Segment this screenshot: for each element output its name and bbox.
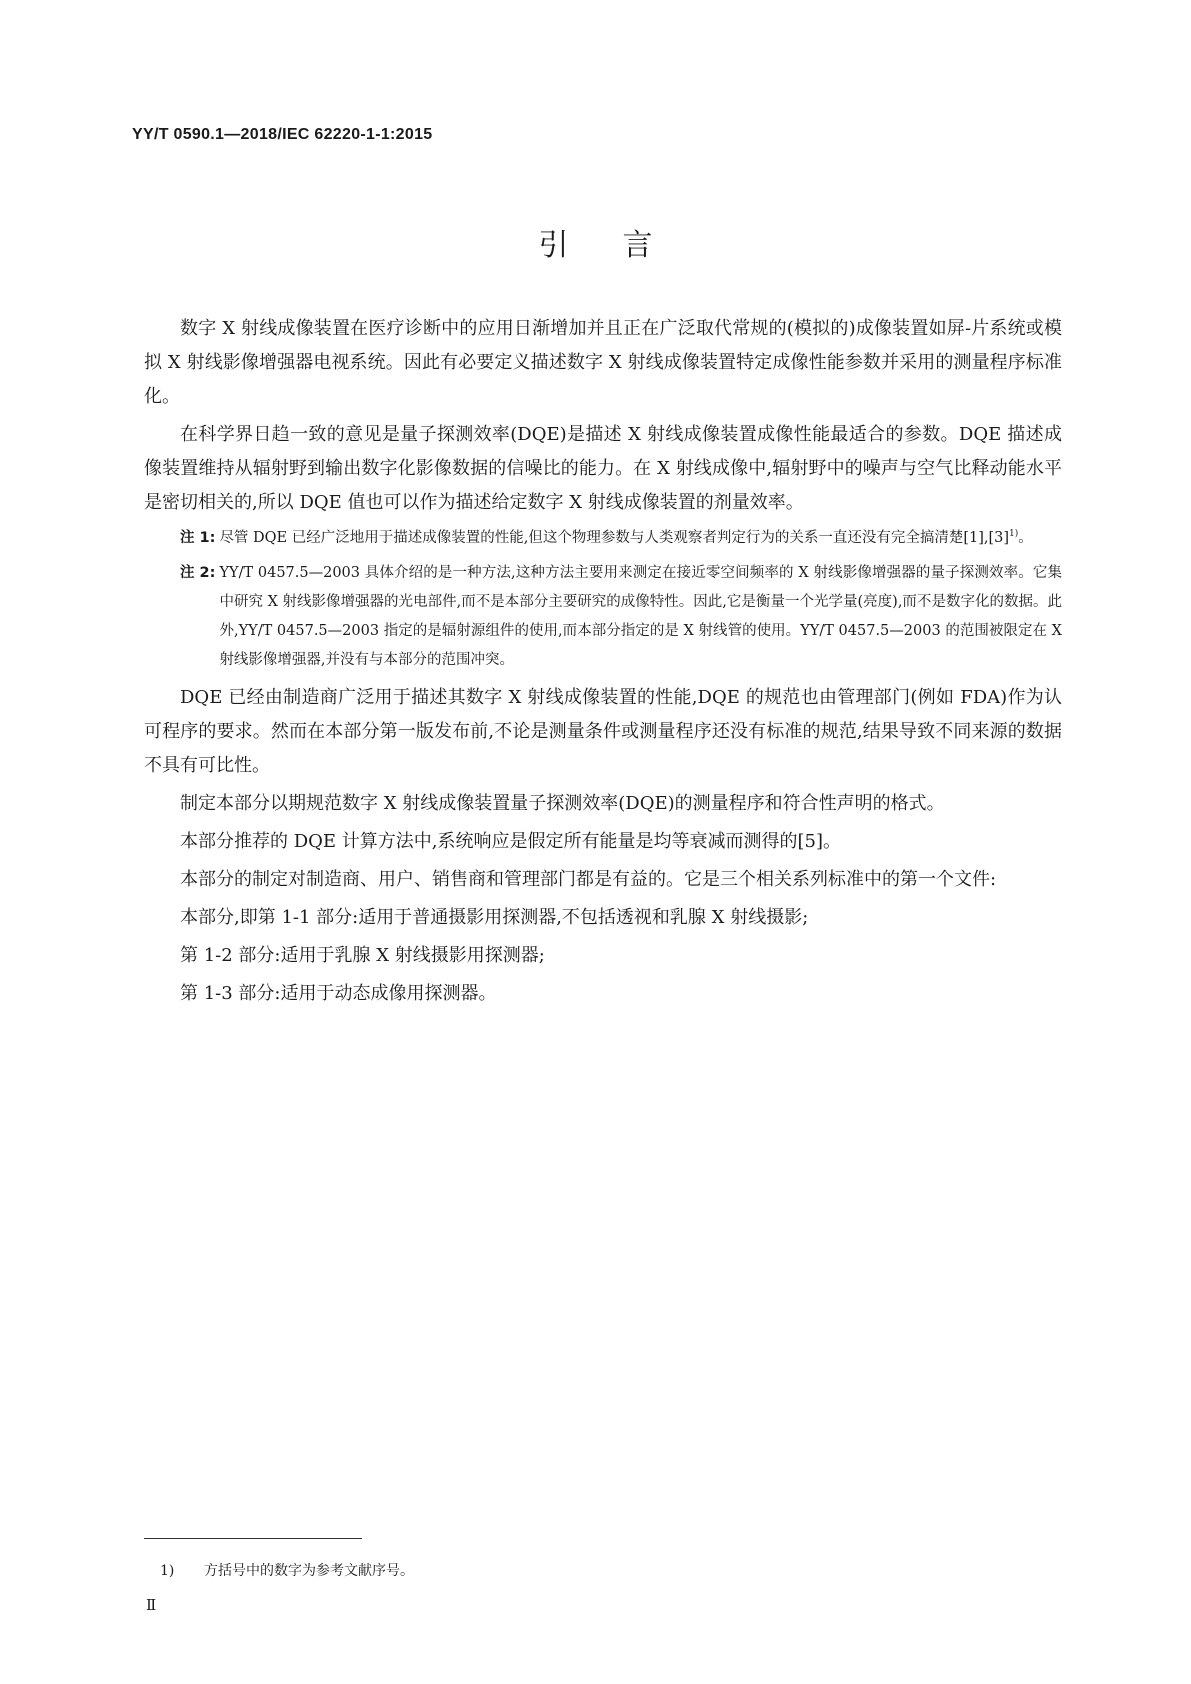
paragraph: 数字 X 射线成像装置在医疗诊断中的应用日渐增加并且正在广泛取代常规的(模拟的)成像装置如屏-片系统或模拟 X 射线影像增强器电视系统。因此有必要定义描述数字 X 射线成像装置特定成像性能参数并采用的测量程序标准化。 (144, 318, 1062, 407)
footnote-divider (144, 1538, 362, 1539)
note-text (219, 524, 1062, 553)
note-text: YY/T 0457.5—2003 具体介绍的是一种方法,这种方法主要用来测定在接近零空间频率的 X 射线影像增强器的量子探测效率。它集中研究 X 射线影像增强器的光电部件,而不是本部分主要研究的成像特性。因此,它是衡量一个光学量(亮度),而不是数字化的数据。此外,YY/T 0457.5—2003 指定的是辐射源组件的使用,而本部分指定的是 X 射线管的使用。YY/T 0457.5—2003 的范围被限定在 X 射线影像增强器,并没有与本部分的范围冲突。 (219, 565, 1062, 668)
note-2 (180, 559, 1062, 675)
note-label: 注 1: (180, 530, 216, 546)
footnote (160, 1560, 414, 1580)
note-1-end: 。 (1018, 530, 1033, 546)
note-label: 注 2: (180, 565, 216, 581)
paragraph: 制定本部分以期规范数字 X 射线成像装置量子探测效率(DQE)的测量程序和符合性声明的格式。 (180, 793, 945, 814)
note-1-body: 尽管 DQE 已经广泛地用于描述成像装置的性能,但这个物理参数与人类观察者判定行为的关系一直还没有完全搞清楚[1],[3] (219, 530, 1010, 546)
section-title: 引言 (538, 228, 707, 263)
standard-number-header: YY/T 0590.1—2018/IEC 62220-1-1:2015 (132, 126, 433, 143)
paragraph: 第 1-2 部分:适用于乳腺 X 射线摄影用探测器; (180, 945, 545, 966)
footnote-marker: 1) (1009, 529, 1019, 539)
paragraph: 本部分推荐的 DQE 计算方法中,系统响应是假定所有能量是均等衰减而测得的[5]。 (180, 831, 841, 852)
body-text (144, 312, 1062, 1015)
page-number: Ⅱ (146, 1596, 157, 1614)
paragraph: 在科学界日趋一致的意见是量子探测效率(DQE)是描述 X 射线成像装置成像性能最适合的参数。DQE 描述成像装置维持从辐射野到输出数字化影像数据的信噪比的能力。在 X 射线成像中,辐射野中的噪声与空气比释动能水平是密切相关的,所以 DQE 值也可以作为描述给定数字 X 射线成像装置的剂量效率。 (144, 424, 1062, 513)
paragraph: 本部分的制定对制造商、用户、销售商和管理部门都是有益的。它是三个相关系列标准中的第一个文件: (180, 869, 997, 890)
paragraph: 第 1-3 部分:适用于动态成像用探测器。 (180, 983, 497, 1004)
paragraph: DQE 已经由制造商广泛用于描述其数字 X 射线成像装置的性能,DQE 的规范也由管理部门(例如 FDA)作为认可程序的要求。然而在本部分第一版发布前,不论是测量条件或测量程序还没有标准的规范,结果导致不同来源的数据不具有可比性。 (144, 687, 1062, 776)
paragraph: 本部分,即第 1-1 部分:适用于普通摄影用探测器,不包括透视和乳腺 X 射线摄影; (180, 907, 809, 928)
footnote-number: 1) (160, 1563, 175, 1579)
footnote-text: 方括号中的数字为参考文献序号。 (204, 1563, 414, 1579)
note-1 (180, 524, 1062, 553)
